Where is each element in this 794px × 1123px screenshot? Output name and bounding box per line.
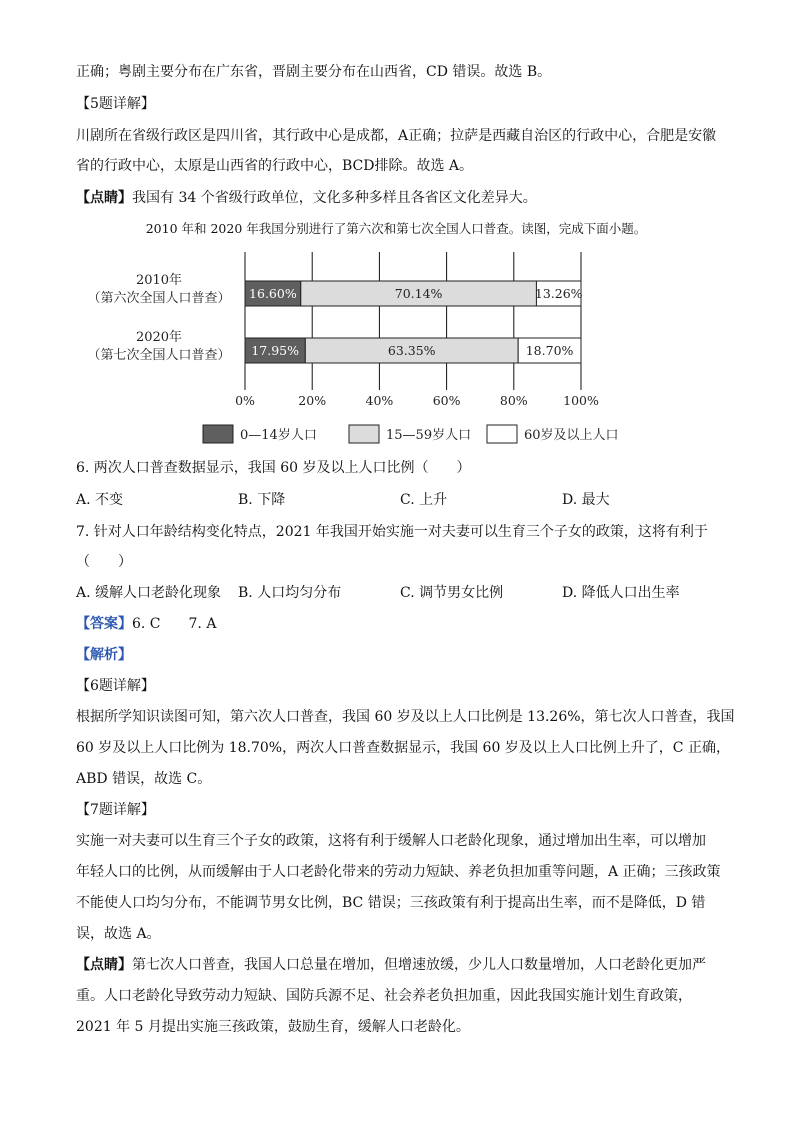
data-label: 70.14% (394, 286, 443, 301)
analysis-label: 【解析】 (76, 647, 132, 663)
text-line: 60 岁及以上人口比例为 18.70%，两次人口普查数据显示，我国 60 岁及以上人口比例上升了，C 正确， (76, 740, 730, 756)
text-line: 2021 年 5 月提出实施三孩政策，鼓励生育，缓解人口老龄化。 (76, 1019, 470, 1035)
answer-label: 【答案】 (76, 616, 132, 632)
text-line: 省的行政中心，太原是山西省的行政中心，BCD排除。故选 A。 (76, 158, 474, 174)
q6-option-d: D. 最大 (562, 492, 610, 508)
q6-option-b: B. 下降 (238, 492, 286, 508)
text-line: 川剧所在省级行政区是四川省，其行政中心是成都，A正确；拉萨是西藏自治区的行政中心，合肥是安徽 (76, 128, 717, 144)
answer-text: 6. C 7. A (132, 616, 217, 632)
tip-paragraph (76, 955, 706, 975)
legend-label: 15—59岁人口 (386, 428, 472, 443)
stacked-bar-chart (0, 0, 794, 460)
question-7-stem: 7. 针对人口年龄结构变化特点，2021 年我国开始实施一对夫妻可以生育三个子女的政策，这将有利于 (76, 524, 708, 540)
category-label: 2020年 (135, 330, 183, 345)
section-heading: 【7题详解】 (76, 802, 155, 818)
x-tick-label: 0% (235, 393, 255, 408)
text-line: 误，故选 A。 (76, 926, 161, 942)
x-tick-label: 20% (298, 393, 327, 408)
x-tick-label: 100% (563, 393, 599, 408)
text-line: ABD 错误，故选 C。 (76, 771, 212, 787)
text-line: 重。人口老龄化导致劳动力短缺、国防兵源不足、社会养老负担加重，因此我国实施计划生育政策， (76, 988, 692, 1004)
question-6-stem: 6. 两次人口普查数据显示，我国 60 岁及以上人口比例（ ） (76, 460, 471, 476)
q6-option-c: C. 上升 (400, 492, 448, 508)
x-tick-label: 60% (432, 393, 461, 408)
chart-title: 2010 年和 2020 年我国分别进行了第六次和第七次全国人口普查。读图，完成下面小题。 (145, 221, 647, 236)
data-label: 63.35% (387, 343, 436, 358)
text-line: 正确；粤剧主要分布在广东省，晋剧主要分布在山西省，CD 错误。故选 B。 (76, 64, 552, 80)
category-label: （第七次全国人口普查） (87, 348, 231, 363)
q7-option-c: C. 调节男女比例 (400, 585, 504, 601)
section-heading: 【6题详解】 (76, 678, 155, 694)
data-label: 18.70% (525, 343, 574, 358)
text-line: 年轻人口的比例，从而缓解由于人口老龄化带来的劳动力短缺、养老负担加重等问题，A 正确；三孩政策 (76, 864, 721, 880)
data-label: 13.26% (534, 286, 583, 301)
legend-label: 0—14岁人口 (240, 428, 317, 443)
legend-label: 60岁及以上人口 (524, 428, 619, 443)
legend-swatch (487, 425, 517, 443)
category-label: 2010年 (135, 273, 183, 288)
section-heading: 【5题详解】 (76, 96, 155, 112)
question-7-stem-blank: （ ） (76, 554, 132, 570)
legend-swatch (349, 425, 379, 443)
data-label: 17.95% (251, 343, 299, 358)
text-line: 实施一对夫妻可以生育三个子女的政策，这将有利于缓解人口老龄化现象，通过增加出生率，可以增加 (76, 833, 706, 849)
text-line: 根据所学知识读图可知，第六次人口普查，我国 60 岁及以上人口比例是 13.26%，第七次人口普查，我国 (76, 709, 735, 725)
q6-option-a: A. 不变 (76, 492, 124, 508)
q7-option-a: A. 缓解人口老龄化现象 (76, 585, 222, 601)
tip-label: 【点睛】 (76, 957, 132, 973)
answer-line (76, 614, 216, 634)
x-tick-label: 40% (365, 393, 394, 408)
text-line: 不能使人口均匀分布，不能调节男女比例，BC 错误；三孩政策有利于提高出生率，而不是降低，D 错 (76, 895, 706, 911)
tip-text: 我国有 34 个省级行政单位，文化多种多样且各省区文化差异大。 (132, 190, 537, 206)
category-label: （第六次全国人口普查） (87, 291, 231, 306)
tip-label: 【点睛】 (76, 190, 132, 206)
tip-text: 第七次人口普查，我国人口总量在增加，但增速放缓，少儿人口数量增加，人口老龄化更加严 (132, 957, 706, 973)
q7-option-b: B. 人口均匀分布 (238, 585, 342, 601)
legend-swatch (203, 425, 233, 443)
q7-option-d: D. 降低人口出生率 (562, 585, 680, 601)
data-label: 16.60% (249, 286, 297, 301)
x-tick-label: 80% (499, 393, 528, 408)
